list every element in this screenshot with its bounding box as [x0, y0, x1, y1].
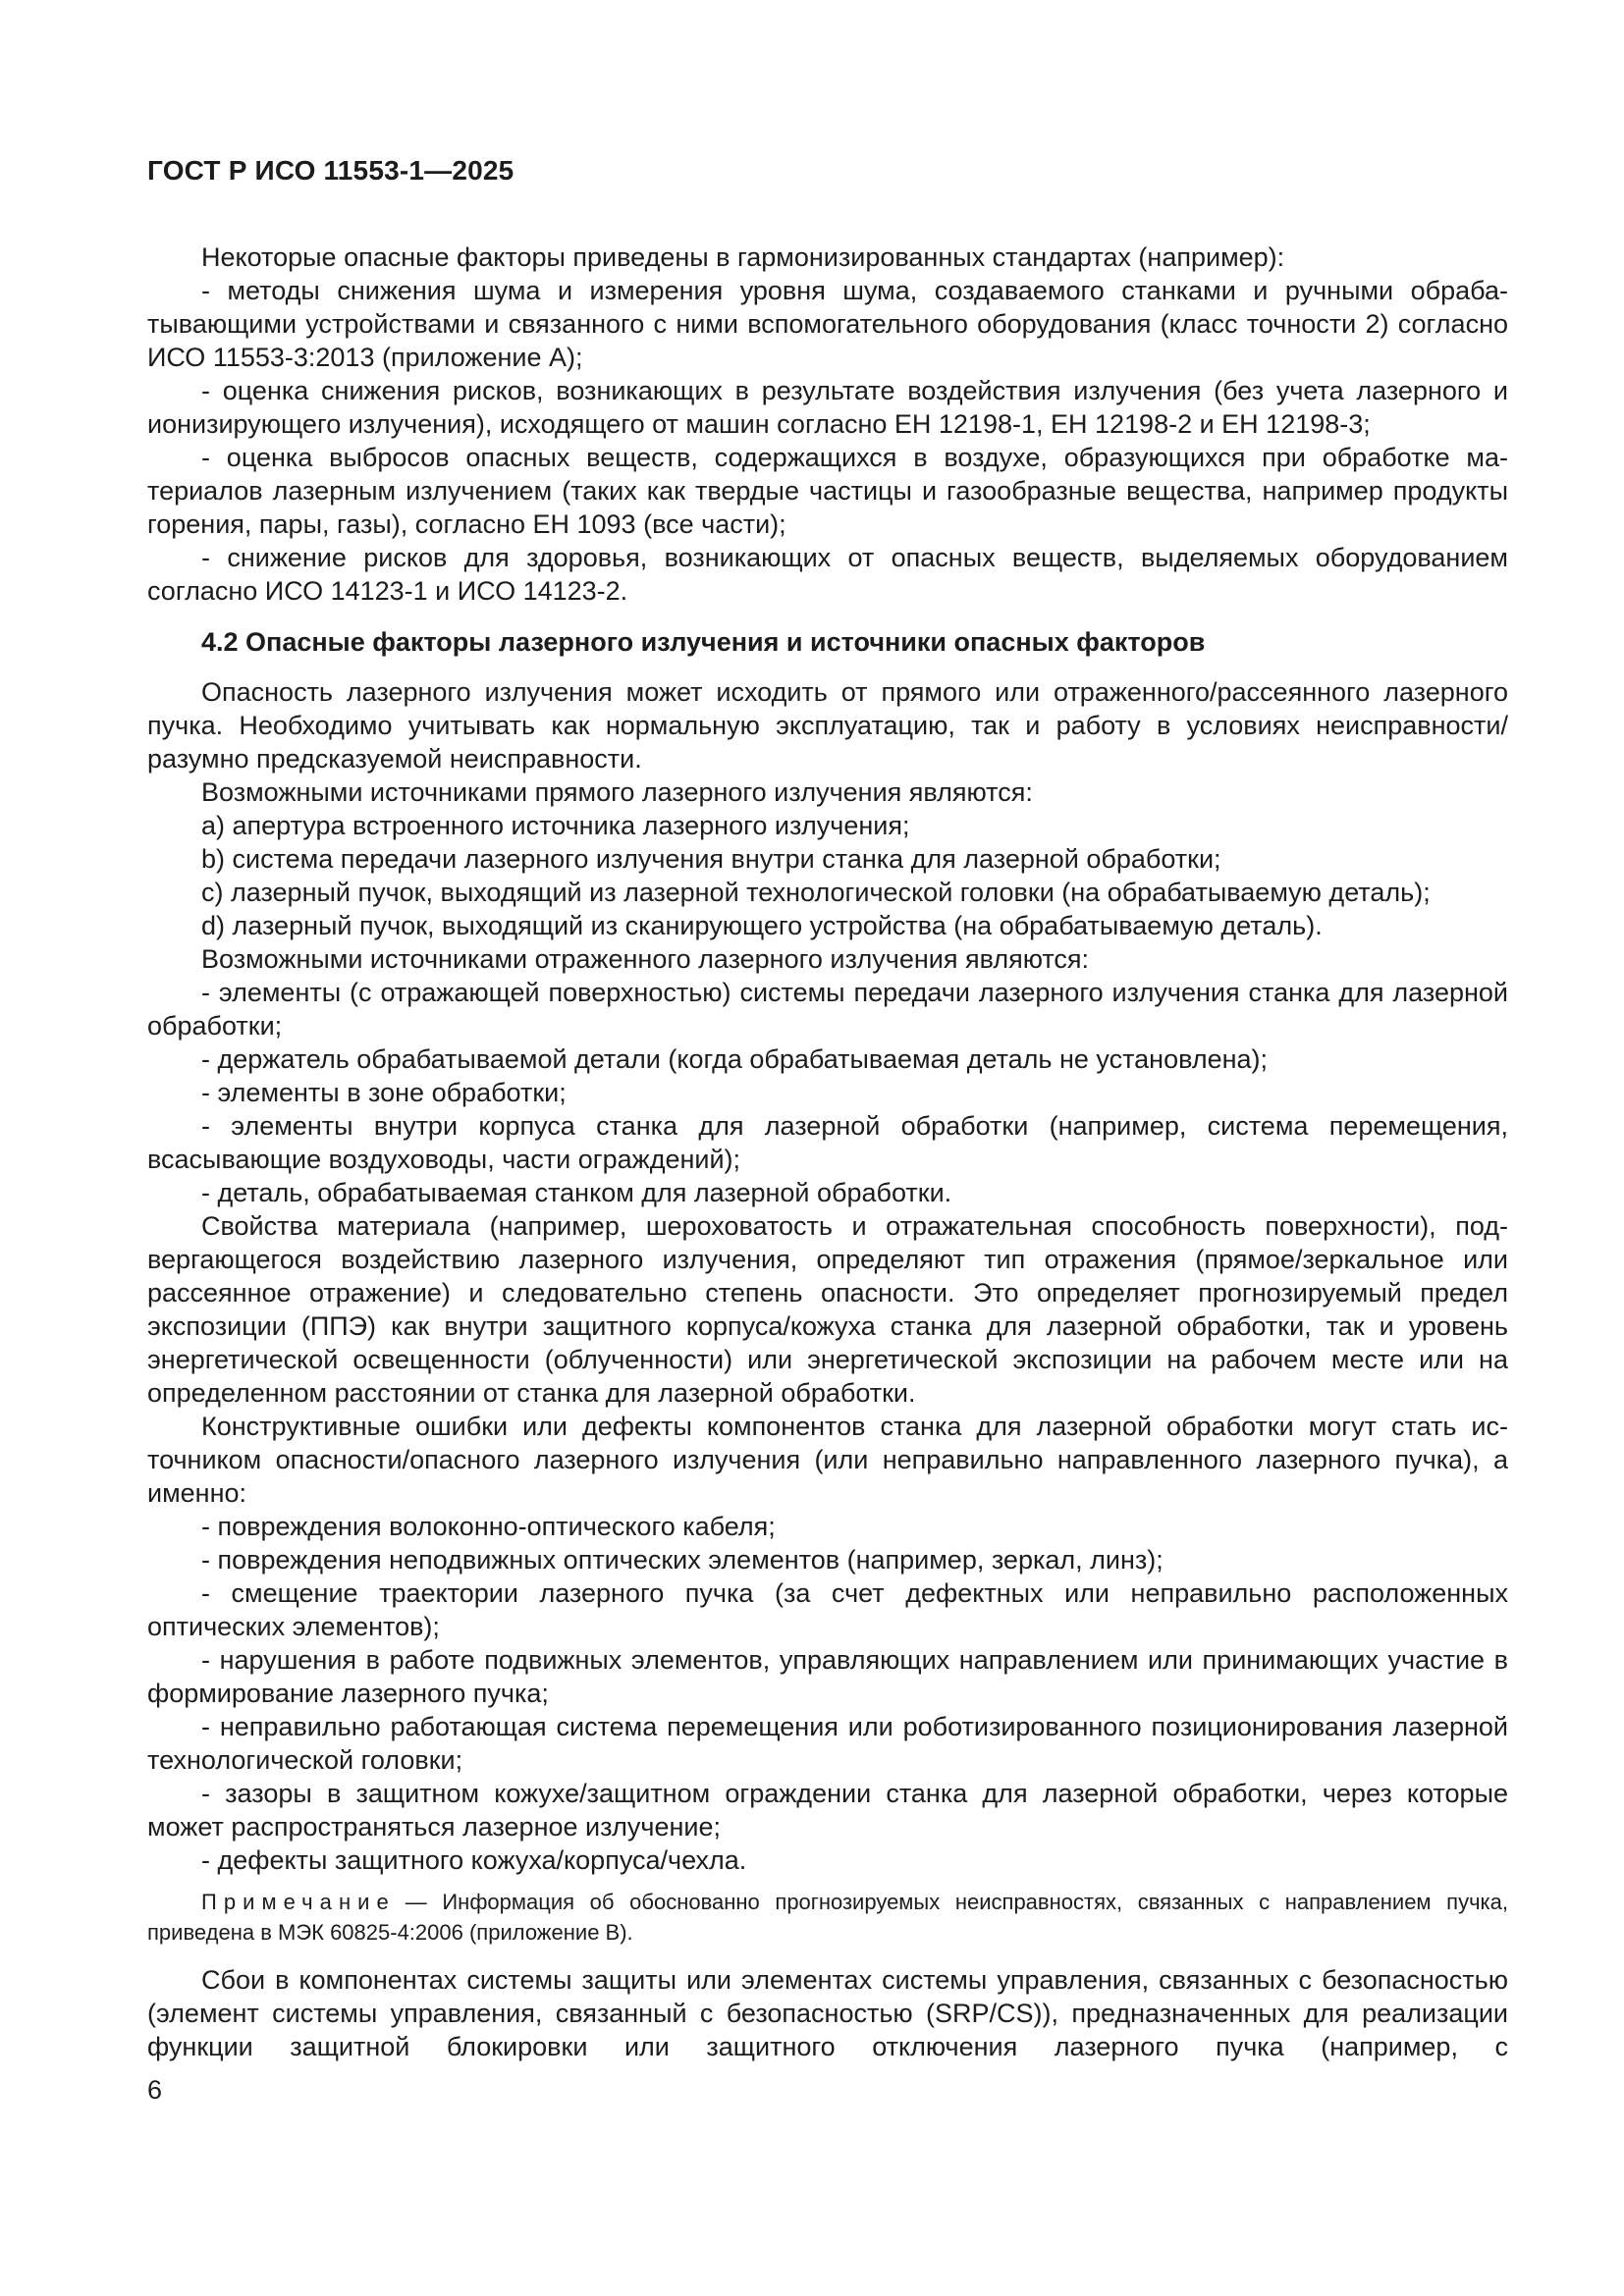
paragraph: Опасность лазерного излучения может исходить от прямого или отраженного/рассеянного лазерного пучка. Необходимо учитывать как нормальную эксплуатацию, так и работу в условиях неисправности/разумно предсказуемой неисправности. [147, 677, 1508, 774]
paragraph: a) апертура встроенного источника лазерного излучения; [201, 811, 910, 840]
paragraph: d) лазерный пучок, выходящий из сканирующего устройства (на обрабатываемую деталь). [201, 911, 1323, 940]
paragraph: - повреждения волоконно-оптического кабеля; [201, 1512, 776, 1541]
paragraph: Сбои в компонентах системы защиты или элементах системы управления, связанных с безопасностью (элемент системы управления, связанный с безопасностью (SRP/CS)), предназначенных для реализации функции защитной блокировки или защитного отключения лазерного пучка (например, с [147, 1965, 1508, 2061]
note-label: Примечание [201, 1890, 396, 1914]
paragraph: - зазоры в защитном кожухе/защитном ограждении станка для лазерной обработки, через которые может распространяться лазерное излучение; [147, 1779, 1508, 1842]
paragraph: - держатель обрабатываемой детали (когда обрабатываемая деталь не установлена); [201, 1044, 1269, 1074]
paragraph: b) система передачи лазерного излучения внутри станка для лазерной обработки; [201, 844, 1221, 874]
note [147, 1887, 1508, 1948]
paragraph: - элементы в зоне обработки; [201, 1078, 567, 1107]
paragraph: - дефекты защитного кожуха/корпуса/чехла. [201, 1845, 747, 1875]
paragraph: - повреждения неподвижных оптических элементов (например, зеркал, линз); [201, 1545, 1164, 1575]
paragraph: - неправильно работающая система перемещения или роботизированного позиционирования лазерной технологической головки; [147, 1712, 1508, 1775]
paragraph: Возможными источниками отраженного лазерного излучения являются: [201, 944, 1090, 974]
paragraph: - деталь, обрабатываемая станком для лазерной обработки. [201, 1178, 952, 1207]
paragraph: - элементы внутри корпуса станка для лазерной обработки (например, система перемещения, всасывающие воздуховоды, части ограждений); [147, 1111, 1508, 1174]
section-heading: 4.2 Опасные факторы лазерного излучения и источники опасных факторов [201, 627, 1206, 657]
paragraph: Свойства материала (например, шероховатость и отражательная способность поверхности), подвергающегося воздействию лазерного излучения, определяют тип отражения (прямое/зеркальное или рассеянное отражение) и следовательно степень опасности. Это определяет прогнозируемый предел экспозиции (ППЭ) как внутри защитного корпуса/кожуха станка для лазерной обработки, так и уровень энергетической освещенности (облученности) или энергетической экспозиции на рабочем месте или на определенном расстоянии от станка для лазерной обработки. [147, 1211, 1508, 1408]
page-number: 6 [147, 2075, 163, 2105]
paragraph: Некоторые опасные факторы приведены в гармонизированных стандартах (например): [201, 242, 1285, 272]
paragraph: Возможными источниками прямого лазерного излучения являются: [201, 777, 1033, 807]
running-header: ГОСТ Р ИСО 11553-1—2025 [147, 155, 514, 186]
paragraph: - смещение траектории лазерного пучка (за счет дефектных или неправильно расположенных оптических элементов); [147, 1578, 1508, 1641]
paragraph: - снижение рисков для здоровья, возникающих от опасных веществ, выделяемых оборудованием согласно ИСО 14123-1 и ИСО 14123-2. [147, 543, 1508, 606]
paragraph: - методы снижения шума и измерения уровня шума, создаваемого станками и ручными обрабатывающими устройствами и связанного с ними вспомогательного оборудования (класс точности 2) согласно ИСО 11553-3:2013 (приложение А); [147, 276, 1508, 372]
paragraph: Конструктивные ошибки или дефекты компонентов станка для лазерной обработки могут стать источником опасности/опасного лазерного излучения (или неправильно направленного лазерного пучка), а именно: [147, 1412, 1508, 1508]
paragraph: - оценка выбросов опасных веществ, содержащихся в воздухе, образующихся при обработке материалов лазерным излучением (таких как твердые частицы и газообразные вещества, например продукты горения, пары, газы), согласно ЕН 1093 (все части); [147, 443, 1508, 539]
document-body [147, 240, 1508, 2063]
paragraph: - элементы (с отражающей поверхностью) системы передачи лазерного излучения станка для лазерной обработки; [147, 978, 1508, 1041]
note-text: — Информация об обоснованно прогнозируемых неисправностях, связанных с направлением пучка, приведена в МЭК 60825-4:2006 (приложение B). [147, 1890, 1508, 1945]
paragraph: c) лазерный пучок, выходящий из лазерной технологической головки (на обрабатываемую деталь); [201, 878, 1431, 907]
paragraph: - нарушения в работе подвижных элементов, управляющих направлением или принимающих участие в формирование лазерного пучка; [147, 1645, 1508, 1708]
paragraph: - оценка снижения рисков, возникающих в результате воздействия излучения (без учета лазерного и ионизирующего излучения), исходящего от машин согласно ЕН 12198-1, ЕН 12198-2 и ЕН 12198-3; [147, 376, 1508, 439]
